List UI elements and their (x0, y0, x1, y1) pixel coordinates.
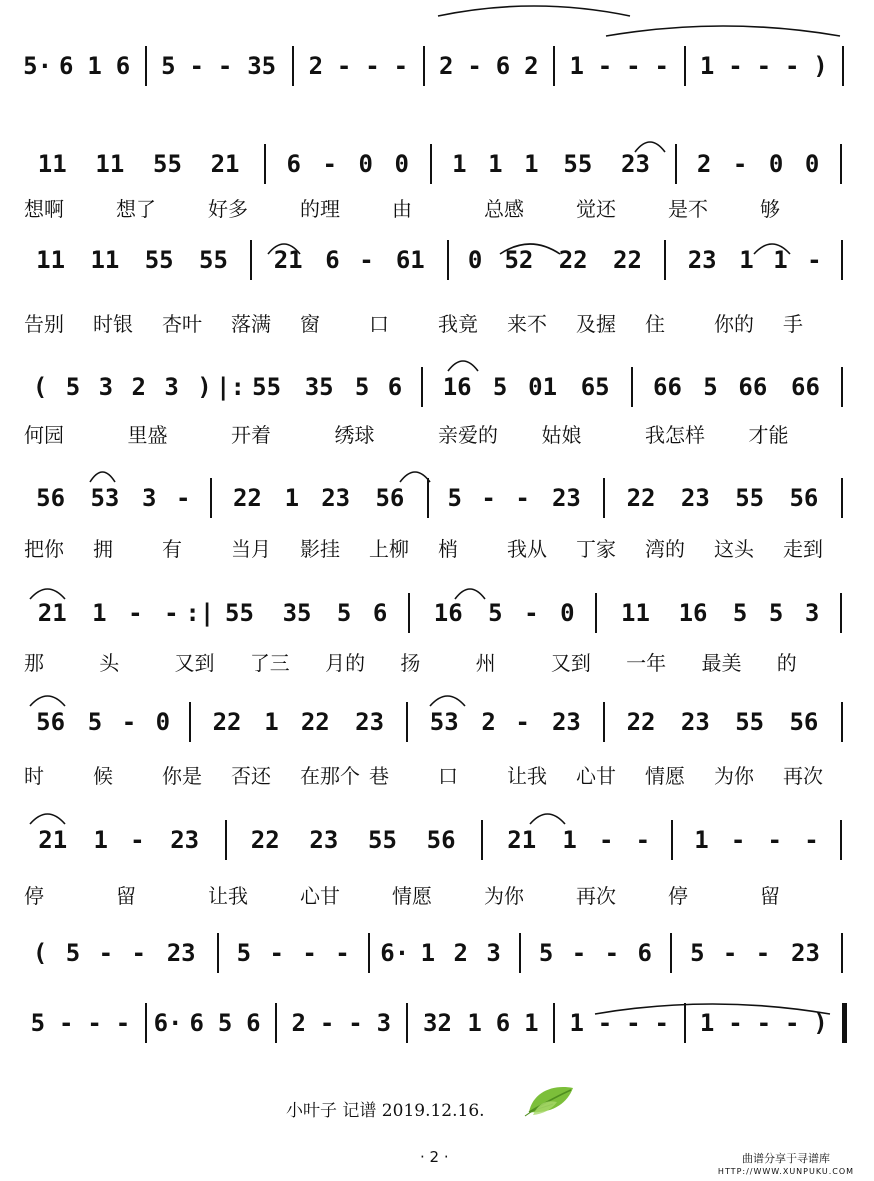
lyric-syllable: 口 (369, 312, 389, 336)
note: 5 (30, 1009, 46, 1037)
lyric-syllable: 心甘 (576, 764, 616, 788)
lyric-syllable: 的理 (300, 197, 340, 221)
note: 53 (429, 708, 459, 736)
note: - (571, 939, 587, 967)
note: 22 (613, 246, 642, 274)
note: - (59, 1009, 74, 1037)
note: 3 (376, 1009, 392, 1037)
note: 1 (699, 52, 715, 80)
lyric-syllable: 丁家 (576, 537, 616, 561)
note: - (335, 939, 350, 967)
tie-arc (30, 589, 65, 599)
site-name: 曲谱分享于寻谱库 (742, 1152, 830, 1165)
note: 3 (486, 939, 501, 967)
lyric-syllable: 你是 (162, 764, 202, 788)
note: 6 (637, 939, 652, 967)
note: 1 (524, 1009, 539, 1037)
lyric-syllable: 再次 (783, 764, 823, 788)
note: 1 (264, 708, 279, 736)
lyric-syllable: 走到 (783, 537, 823, 561)
note: 1 (739, 246, 754, 274)
note: - (756, 52, 772, 80)
note: 6 (246, 1009, 261, 1037)
note: 66 (791, 373, 820, 401)
note: - (635, 826, 651, 854)
lyric-syllable: 扬 (400, 651, 421, 675)
lyric-syllable: 姑娘 (541, 423, 582, 447)
note: 5 (732, 599, 748, 627)
note: 66 (653, 373, 682, 401)
note: 11 (36, 246, 66, 274)
note: - (128, 599, 143, 627)
note: 55 (735, 484, 765, 512)
lyric-syllable: 留 (116, 884, 136, 908)
note: - (164, 599, 179, 627)
note: - (730, 826, 746, 854)
tie-arc (754, 244, 790, 254)
lyric-syllable: 住 (645, 312, 665, 336)
note: 2 (439, 52, 454, 80)
lyric-syllable: 我怎样 (645, 423, 705, 447)
lyric-syllable: 为你 (484, 884, 524, 908)
note: 2 (696, 150, 712, 178)
note: - (467, 52, 482, 80)
note: 6 (495, 1009, 511, 1037)
note: 2 (291, 1009, 306, 1037)
note: 23 (551, 484, 581, 512)
lyric-syllable: 总感 (484, 197, 524, 221)
site-url: HTTP://WWW.XUNPUKU.COM (717, 1167, 855, 1176)
lyric-syllable: 我从 (507, 537, 547, 561)
note: 5 (336, 599, 352, 627)
note: 0 (560, 599, 575, 627)
lyric-syllable: 心甘 (300, 884, 340, 908)
note: - (784, 52, 800, 80)
note: 0 (394, 150, 409, 178)
lyric-syllable: 想了 (116, 197, 156, 221)
lyric-syllable: 落满 (231, 312, 271, 336)
note: 21 (273, 246, 303, 274)
note: 35 (247, 52, 277, 80)
note: 23 (355, 708, 385, 736)
note: 1 (699, 1009, 715, 1037)
note: 11 (95, 150, 125, 178)
note: 55 (144, 246, 174, 274)
lyric-syllable: 一年 (626, 651, 667, 675)
note: - (654, 52, 669, 80)
note: 0 (155, 708, 171, 736)
note: 5 (447, 484, 462, 512)
note: 6 (387, 373, 403, 401)
note: 6 (325, 246, 340, 274)
note: 55 (735, 708, 765, 736)
note: 11 (90, 246, 120, 274)
note: - (599, 826, 614, 854)
note: 5 (161, 52, 176, 80)
lyric-syllable: 又到 (550, 651, 591, 675)
note: 5 (217, 1009, 233, 1037)
note: |: (216, 373, 245, 401)
tie-arc (635, 142, 665, 152)
note: 1 (524, 150, 539, 178)
note: - (756, 1009, 772, 1037)
note: 5 (690, 939, 705, 967)
note: 56 (426, 826, 456, 854)
lyric-syllable: 有 (162, 537, 182, 561)
tie-arc (90, 472, 115, 482)
note: 23 (680, 708, 710, 736)
lyric-syllable: 觉还 (576, 197, 616, 221)
note: - (515, 708, 530, 736)
note: - (722, 939, 738, 967)
note: 22 (212, 708, 242, 736)
lyric-syllable: 为你 (714, 764, 754, 788)
lyric-syllable: 够 (760, 197, 780, 221)
lyric-syllable: 湾的 (645, 537, 685, 561)
note: 5 (65, 373, 81, 401)
lyric-syllable: 在那个 (300, 764, 360, 788)
note: 3 (142, 484, 157, 512)
note: 22 (250, 826, 280, 854)
note: 2 (308, 52, 324, 80)
note: 21 (210, 150, 240, 178)
note: 1 (93, 826, 108, 854)
lyric-syllable: 这头 (714, 537, 754, 561)
note: - (481, 484, 496, 512)
note: 16 (433, 599, 463, 627)
note: 1 (92, 599, 107, 627)
note: - (98, 939, 114, 967)
lyric-syllable: 的 (776, 651, 797, 675)
site-watermark (716, 1152, 856, 1178)
note: - (784, 1009, 800, 1037)
note: 6 (286, 150, 301, 178)
note: 65 (580, 373, 610, 401)
note: 3 (164, 373, 179, 401)
note: 1 (488, 150, 503, 178)
note: 32 (423, 1009, 452, 1037)
note: - (322, 150, 337, 178)
note: ( (32, 939, 48, 967)
note: 55 (153, 150, 182, 178)
note: - (269, 939, 284, 967)
note: 22 (558, 246, 588, 274)
note: 2 (131, 373, 146, 401)
lyric-syllable: 亲爱的 (438, 423, 498, 447)
lyric-syllable: 最美 (701, 651, 742, 675)
note: 1 (284, 484, 300, 512)
note: 55 (252, 373, 282, 401)
note: 11 (37, 150, 67, 178)
lyric-syllable: 再次 (576, 884, 616, 908)
note: 56 (36, 484, 66, 512)
tie-arc (30, 696, 65, 706)
lyric-syllable: 绣球 (334, 423, 375, 447)
lyric-syllable: 梢 (438, 537, 458, 561)
transcriber-signature: 小叶子 记谱 2019.12.16. (286, 1101, 485, 1121)
tie-arc (530, 814, 565, 824)
note: - (732, 150, 748, 178)
note: 6 (372, 599, 388, 627)
note: 5 (236, 939, 252, 967)
lyric-syllable: 巷 (369, 764, 389, 788)
note: 5 (488, 599, 503, 627)
note: - (597, 52, 613, 80)
tie-arc (455, 589, 485, 599)
note: 56 (375, 484, 405, 512)
note: - (604, 939, 620, 967)
lyric-syllable: 何园 (24, 423, 64, 447)
note: - (626, 1009, 641, 1037)
note: 22 (626, 484, 656, 512)
tie-arc (30, 814, 65, 824)
note: - (87, 1009, 102, 1037)
note: 0 (768, 150, 784, 178)
note: 1 (569, 52, 584, 80)
lyric-syllable: 了三 (249, 651, 290, 675)
note: - (626, 52, 641, 80)
note: - (115, 1009, 131, 1037)
note: 23 (170, 826, 200, 854)
note: 23 (621, 150, 650, 178)
note: - (302, 939, 317, 967)
note: 1 (694, 826, 709, 854)
lyric-syllable: 头 (99, 651, 120, 675)
note: 23 (309, 826, 339, 854)
lyric-syllable: 来不 (507, 312, 547, 336)
note: 21 (507, 826, 537, 854)
note: 2 (524, 52, 539, 80)
lyric-syllable: 时 (24, 764, 44, 788)
lyric-syllable: 告别 (24, 312, 64, 336)
lyric-syllable: 候 (93, 764, 113, 788)
note: - (804, 826, 819, 854)
lyric-syllable: 才能 (748, 423, 789, 447)
note: 5· (23, 52, 53, 80)
note: 1 (569, 1009, 584, 1037)
note: 0 (804, 150, 820, 178)
lyric-syllable: 我竟 (438, 312, 478, 336)
note: ) (813, 52, 828, 80)
lyric-syllable: 停 (24, 884, 44, 908)
note: 55 (563, 150, 593, 178)
tie-arc (500, 244, 560, 254)
note: 23 (680, 484, 710, 512)
note: - (755, 939, 771, 967)
note: 5 (703, 373, 718, 401)
note: 6 (189, 1009, 204, 1037)
note: 22 (232, 484, 262, 512)
note: 1 (562, 826, 577, 854)
lyric-syllable: 开着 (231, 423, 271, 447)
note: 5 (65, 939, 81, 967)
lyric-syllable: 时银 (93, 312, 133, 336)
note: 23 (791, 939, 820, 967)
note: - (393, 52, 409, 80)
note: ) (813, 1009, 828, 1037)
lyric-syllable: 杏叶 (162, 312, 202, 336)
note: 66 (738, 373, 768, 401)
tie-arc (595, 1004, 830, 1014)
lyric-syllable: 窗 (300, 312, 320, 336)
note: 6 (115, 52, 131, 80)
note: - (121, 708, 137, 736)
note: - (597, 1009, 613, 1037)
note: - (654, 1009, 669, 1037)
note: 55 (199, 246, 228, 274)
note: 1 (467, 1009, 482, 1037)
leaf-icon (523, 1082, 577, 1118)
note: 0 (358, 150, 373, 178)
note: 11 (621, 599, 650, 627)
lyric-syllable: 由 (392, 197, 412, 221)
note: 6· (153, 1009, 183, 1037)
note: 1 (452, 150, 467, 178)
note: - (131, 939, 146, 967)
note: 23 (687, 246, 717, 274)
lyric-syllable: 州 (475, 651, 496, 675)
note: 35 (304, 373, 334, 401)
lyric-syllable: 停 (668, 884, 688, 908)
note: ( (32, 373, 48, 401)
lyric-syllable: 又到 (174, 651, 215, 675)
lyric-syllable: 让我 (208, 884, 248, 908)
note: 23 (321, 484, 351, 512)
lyric-syllable: 把你 (24, 537, 64, 561)
note: 01 (528, 373, 558, 401)
note: - (348, 1009, 363, 1037)
tie-arc (606, 26, 840, 36)
note: - (728, 1009, 743, 1037)
note: ) (197, 373, 212, 401)
note: 56 (789, 484, 819, 512)
note: - (319, 1009, 335, 1037)
note: - (524, 599, 539, 627)
note: - (217, 52, 233, 80)
tie-arc (448, 361, 478, 371)
lyric-syllable: 月的 (325, 651, 366, 675)
note: 23 (166, 939, 196, 967)
note: 1 (87, 52, 102, 80)
note: - (189, 52, 204, 80)
lyric-syllable: 想啊 (24, 197, 64, 221)
note: 55 (225, 599, 254, 627)
lyric-syllable: 里盛 (127, 423, 168, 447)
note: 61 (395, 246, 425, 274)
note: 5 (492, 373, 508, 401)
note: 3 (98, 373, 114, 401)
note: 2 (453, 939, 468, 967)
lyric-syllable: 情愿 (645, 764, 685, 788)
lyric-syllable: 及握 (576, 312, 616, 336)
note: 3 (804, 599, 820, 627)
note: 52 (504, 246, 534, 274)
lyric-syllable: 让我 (507, 764, 547, 788)
tie-arc (430, 696, 465, 706)
tie-arc (400, 472, 430, 482)
note: 1 (773, 246, 788, 274)
page-number: · 2 · (420, 1148, 449, 1166)
tie-arc (268, 244, 300, 254)
note: 22 (300, 708, 330, 736)
lyric-syllable: 否还 (231, 764, 271, 788)
note: 6 (59, 52, 74, 80)
note: 21 (38, 826, 68, 854)
note: - (175, 484, 191, 512)
note: 23 (551, 708, 581, 736)
lyric-syllable: 情愿 (392, 884, 432, 908)
note: 53 (90, 484, 120, 512)
lyric-syllable: 你的 (714, 312, 754, 336)
phrase-arc (438, 6, 630, 16)
note: 1 (420, 939, 436, 967)
lyric-syllable: 手 (783, 312, 803, 336)
note: 0 (467, 246, 483, 274)
lyric-syllable: 好多 (208, 197, 248, 221)
note: 56 (789, 708, 819, 736)
note: 2 (481, 708, 496, 736)
note: :| (185, 599, 215, 627)
lyric-syllable: 那 (24, 651, 44, 675)
note: 22 (626, 708, 656, 736)
note: - (130, 826, 145, 854)
lyric-syllable: 留 (760, 884, 780, 908)
note: 56 (36, 708, 66, 736)
note: - (359, 246, 374, 274)
note: - (365, 52, 380, 80)
lyric-syllable: 当月 (231, 537, 271, 561)
note: 5 (538, 939, 554, 967)
note: 5 (354, 373, 370, 401)
note: 5 (768, 599, 784, 627)
note: 16 (678, 599, 708, 627)
lyric-syllable: 口 (438, 764, 458, 788)
note: 6· (380, 939, 410, 967)
lyric-syllable: 是不 (668, 197, 708, 221)
note: 35 (282, 599, 312, 627)
note: 21 (37, 599, 67, 627)
note: - (336, 52, 352, 80)
lyric-syllable: 拥 (93, 537, 113, 561)
note: - (728, 52, 743, 80)
note: - (515, 484, 530, 512)
note: 6 (495, 52, 511, 80)
note: - (807, 246, 822, 274)
note: 55 (368, 826, 397, 854)
note: 16 (442, 373, 472, 401)
lyric-syllable: 影挂 (300, 537, 340, 561)
note: 5 (87, 708, 103, 736)
lyric-syllable: 上柳 (369, 537, 409, 561)
note: - (767, 826, 782, 854)
